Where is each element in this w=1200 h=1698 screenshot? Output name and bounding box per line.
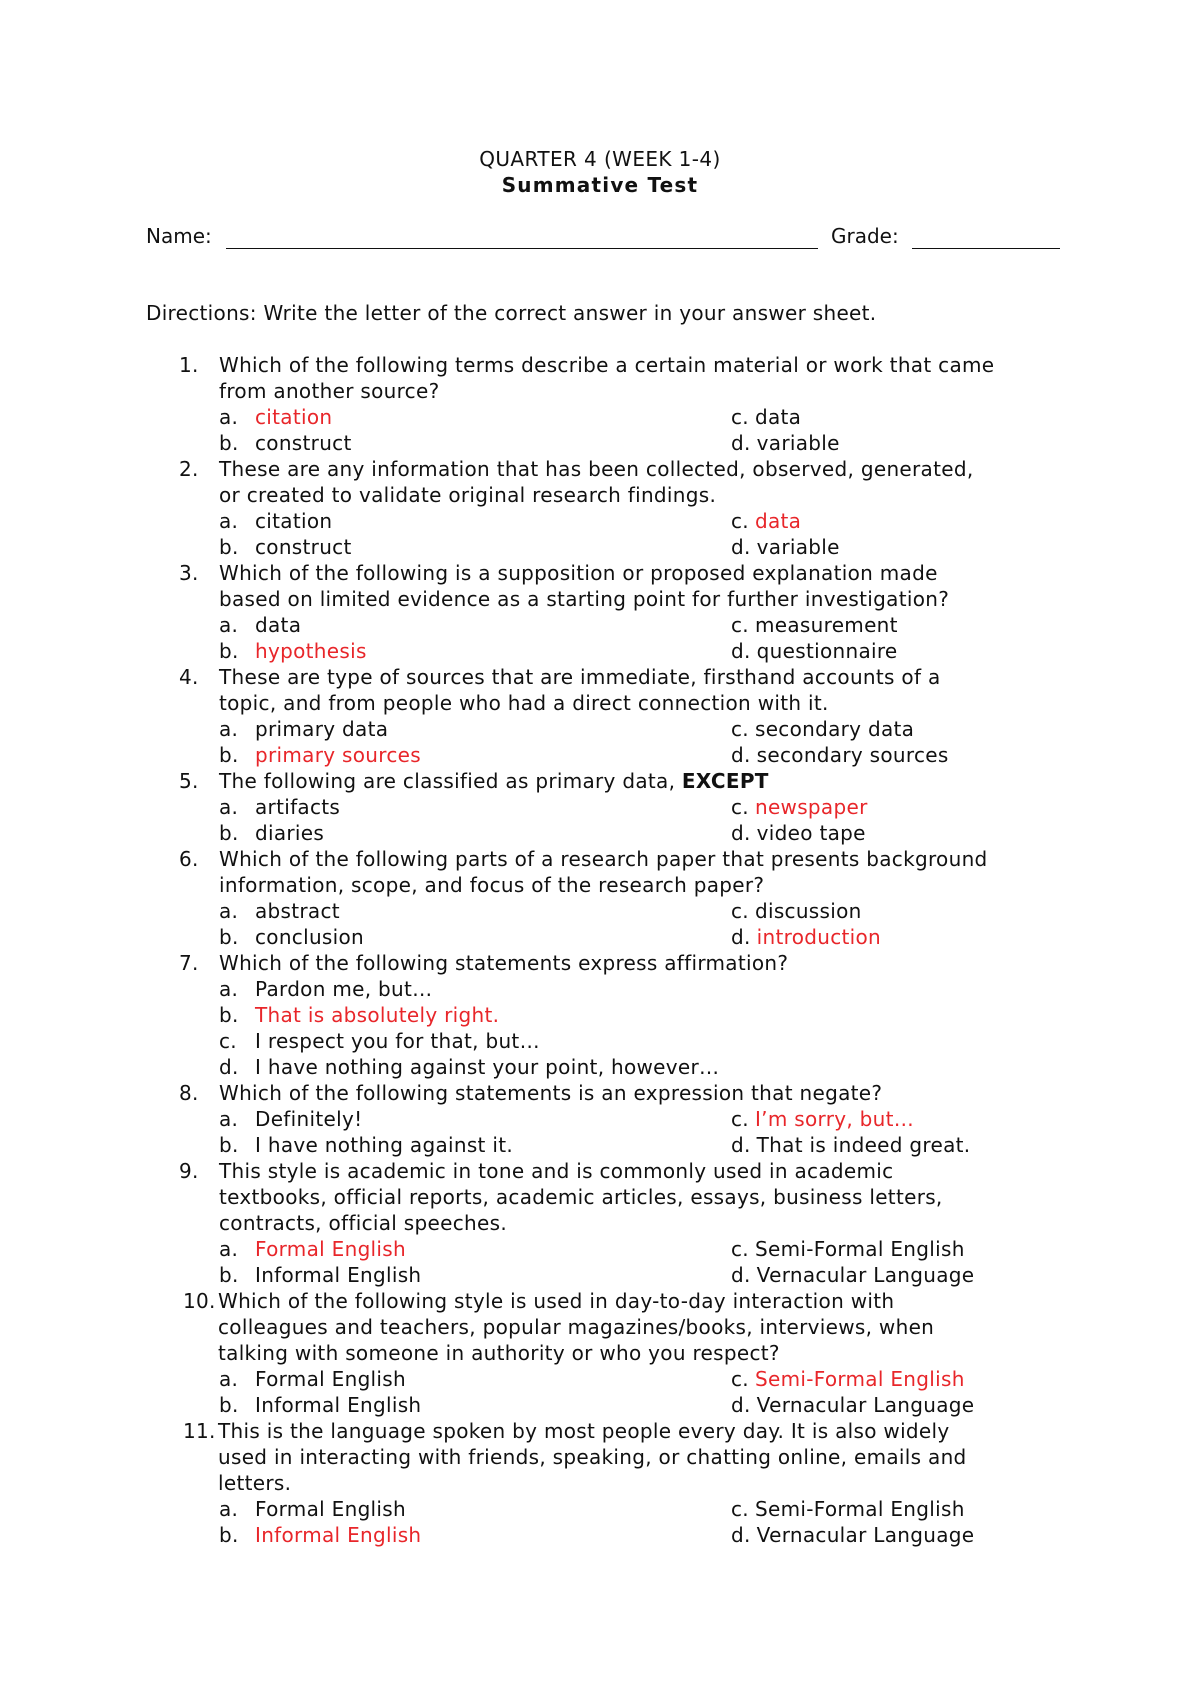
option-b-text: Informal English — [255, 1523, 422, 1547]
question-number: 2. — [179, 457, 199, 481]
question-list — [0, 352, 1200, 1548]
option-a[interactable]: a. data — [219, 613, 302, 637]
question-text — [219, 768, 1069, 794]
question-number: 9. — [179, 1159, 199, 1183]
question-text: Which of the following statements express affirmation? — [219, 951, 789, 975]
option-c-text: Semi-Formal English — [754, 1237, 965, 1261]
option-d[interactable]: d. variable — [731, 535, 840, 559]
option-b[interactable]: b. primary sources — [219, 743, 421, 767]
option-a[interactable]: a. Formal English — [219, 1497, 406, 1521]
question-9 — [0, 1158, 1200, 1288]
grade-label: Grade: — [831, 224, 899, 248]
option-a-text: Definitely! — [255, 1107, 363, 1131]
option-c-text: Semi-Formal English — [754, 1497, 965, 1521]
option-a-text: Formal English — [255, 1497, 406, 1521]
option-d[interactable]: d. video tape — [731, 821, 866, 845]
option-a-text: Formal English — [255, 1367, 406, 1391]
option-c[interactable]: c. Semi-Formal English — [731, 1497, 965, 1521]
option-a-text: abstract — [255, 899, 340, 923]
option-b-text: diaries — [255, 821, 325, 845]
question-number: 4. — [179, 665, 199, 689]
option-c-text: I respect you for that, but… — [255, 1029, 540, 1053]
option-c[interactable]: c. Semi-Formal English — [731, 1237, 965, 1261]
question-number: 3. — [179, 561, 199, 585]
option-d-text: secondary sources — [756, 743, 949, 767]
option-c[interactable]: c. I’m sorry, but… — [731, 1107, 915, 1131]
directions: Directions: Write the letter of the correct answer in your answer sheet. — [146, 301, 877, 325]
option-c[interactable]: c. data — [731, 405, 802, 429]
option-c-text: discussion — [754, 899, 862, 923]
option-d-text: Vernacular Language — [756, 1263, 975, 1287]
question-text: These are any information that has been collected, observed, generated, or created to validate original research findings. — [219, 457, 974, 507]
option-a[interactable]: a. Definitely! — [219, 1107, 363, 1131]
question-1 — [0, 352, 1200, 456]
option-d[interactable]: d. Vernacular Language — [731, 1523, 975, 1547]
question-6 — [0, 846, 1200, 950]
question-11 — [0, 1418, 1200, 1548]
option-c[interactable]: c. Semi-Formal English — [731, 1367, 965, 1391]
option-a[interactable]: a. citation — [219, 509, 333, 533]
option-c-text: secondary data — [754, 717, 915, 741]
name-blank-line[interactable] — [226, 248, 818, 249]
option-c[interactable]: c. discussion — [731, 899, 862, 923]
question-4 — [0, 664, 1200, 768]
question-5 — [0, 768, 1200, 846]
page-subtitle: Summative Test — [501, 173, 699, 197]
question-text: Which of the following statements is an expression that negate? — [219, 1081, 883, 1105]
option-c-text: Semi-Formal English — [754, 1367, 965, 1391]
option-c-text: data — [754, 405, 802, 429]
option-b-text: Informal English — [255, 1263, 422, 1287]
option-b-text: conclusion — [255, 925, 365, 949]
option-d-text: video tape — [756, 821, 866, 845]
option-d[interactable]: d. secondary sources — [731, 743, 949, 767]
option-a-text: citation — [255, 405, 333, 429]
option-d[interactable]: d. questionnaire — [731, 639, 898, 663]
option-b[interactable]: b. Informal English — [219, 1523, 422, 1547]
option-a-text: primary data — [255, 717, 389, 741]
option-b[interactable]: b. Informal English — [219, 1263, 422, 1287]
option-d[interactable]: d. I have nothing against your point, however… — [219, 1055, 720, 1079]
option-b-text: Informal English — [255, 1393, 422, 1417]
option-b[interactable]: b. hypothesis — [219, 639, 367, 663]
question-text: This style is academic in tone and is commonly used in academic textbooks, official reports, academic articles, essays, business letters, contracts, official speeches. — [219, 1159, 943, 1235]
option-a-text: Formal English — [255, 1237, 406, 1261]
question-text-main: The following are classified as primary data, — [219, 769, 682, 793]
option-a-text: Pardon me, but… — [255, 977, 433, 1001]
question-number: 6. — [179, 847, 199, 871]
option-b[interactable]: b. diaries — [219, 821, 325, 845]
question-number: 7. — [179, 951, 199, 975]
grade-blank-line[interactable] — [912, 248, 1060, 249]
option-c[interactable]: c. data — [731, 509, 802, 533]
question-text: Which of the following is a supposition or proposed explanation made based on limited evidence as a starting point for further investigation? — [219, 561, 950, 611]
option-d[interactable]: d. Vernacular Language — [731, 1393, 975, 1417]
question-text: These are type of sources that are immediate, firsthand accounts of a topic, and from people who had a direct connection with it. — [219, 665, 941, 715]
option-b[interactable]: b. construct — [219, 431, 352, 455]
option-d[interactable]: d. That is indeed great. — [731, 1133, 971, 1157]
option-d[interactable]: d. introduction — [731, 925, 882, 949]
option-b[interactable]: b. I have nothing against it. — [219, 1133, 514, 1157]
option-b-text: primary sources — [255, 743, 421, 767]
option-b[interactable]: b. Informal English — [219, 1393, 422, 1417]
option-b-text: construct — [255, 535, 352, 559]
option-b[interactable]: b. That is absolutely right. — [219, 1003, 500, 1027]
question-text: Which of the following style is used in day-to-day interaction with colleagues and teachers, popular magazines/books, interviews, when talking with someone in authority or who you respect? — [218, 1289, 935, 1365]
page-title: QUARTER 4 (WEEK 1-4) — [479, 147, 721, 171]
option-c-text: data — [754, 509, 802, 533]
question-emphasis: EXCEPT — [681, 769, 769, 793]
question-2 — [0, 456, 1200, 560]
option-a[interactable]: a. Formal English — [219, 1237, 406, 1261]
name-label: Name: — [146, 224, 212, 248]
option-d-text: Vernacular Language — [756, 1393, 975, 1417]
option-c-text: measurement — [754, 613, 898, 637]
option-c-text: I’m sorry, but… — [754, 1107, 915, 1131]
option-d-text: variable — [756, 535, 840, 559]
option-a[interactable]: a. Formal English — [219, 1367, 406, 1391]
option-a-text: data — [255, 613, 302, 637]
option-a[interactable]: a. abstract — [219, 899, 340, 923]
question-number: 10. — [183, 1289, 216, 1313]
question-text: This is the language spoken by most people every day. It is also widely used in interacting with friends, speaking, or chatting online, emails and letters. — [218, 1419, 967, 1495]
option-b-text: hypothesis — [255, 639, 367, 663]
option-d[interactable]: d. Vernacular Language — [731, 1263, 975, 1287]
option-a[interactable]: a. Pardon me, but… — [219, 977, 433, 1001]
question-number: 1. — [179, 353, 199, 377]
option-b-text: construct — [255, 431, 352, 455]
option-d-text: That is indeed great. — [756, 1133, 971, 1157]
option-b-text: I have nothing against it. — [255, 1133, 514, 1157]
option-d-text: I have nothing against your point, however… — [255, 1055, 720, 1079]
option-d-text: introduction — [756, 925, 882, 949]
question-3 — [0, 560, 1200, 664]
question-text: Which of the following terms describe a certain material or work that came from another source? — [219, 353, 995, 403]
option-c-text: newspaper — [754, 795, 868, 819]
question-text: Which of the following parts of a research paper that presents background information, scope, and focus of the research paper? — [219, 847, 988, 897]
question-8 — [0, 1080, 1200, 1158]
option-b[interactable]: b. construct — [219, 535, 352, 559]
option-a-text: artifacts — [255, 795, 341, 819]
option-a[interactable]: a. primary data — [219, 717, 389, 741]
option-d-text: Vernacular Language — [756, 1523, 975, 1547]
option-d-text: variable — [756, 431, 840, 455]
question-number: 8. — [179, 1081, 199, 1105]
option-c[interactable]: c. measurement — [731, 613, 898, 637]
option-a-text: citation — [255, 509, 333, 533]
option-a[interactable]: a. artifacts — [219, 795, 341, 819]
option-c[interactable]: c. newspaper — [731, 795, 868, 819]
option-b[interactable]: b. conclusion — [219, 925, 365, 949]
question-10 — [0, 1288, 1200, 1418]
question-7 — [0, 950, 1200, 1080]
option-d[interactable]: d. variable — [731, 431, 840, 455]
option-c[interactable]: c. I respect you for that, but… — [219, 1029, 540, 1053]
option-a[interactable]: a. citation — [219, 405, 333, 429]
option-d-text: questionnaire — [756, 639, 898, 663]
question-number: 5. — [179, 769, 199, 793]
question-number: 11. — [183, 1419, 216, 1443]
option-b-text: That is absolutely right. — [255, 1003, 500, 1027]
option-c[interactable]: c. secondary data — [731, 717, 915, 741]
